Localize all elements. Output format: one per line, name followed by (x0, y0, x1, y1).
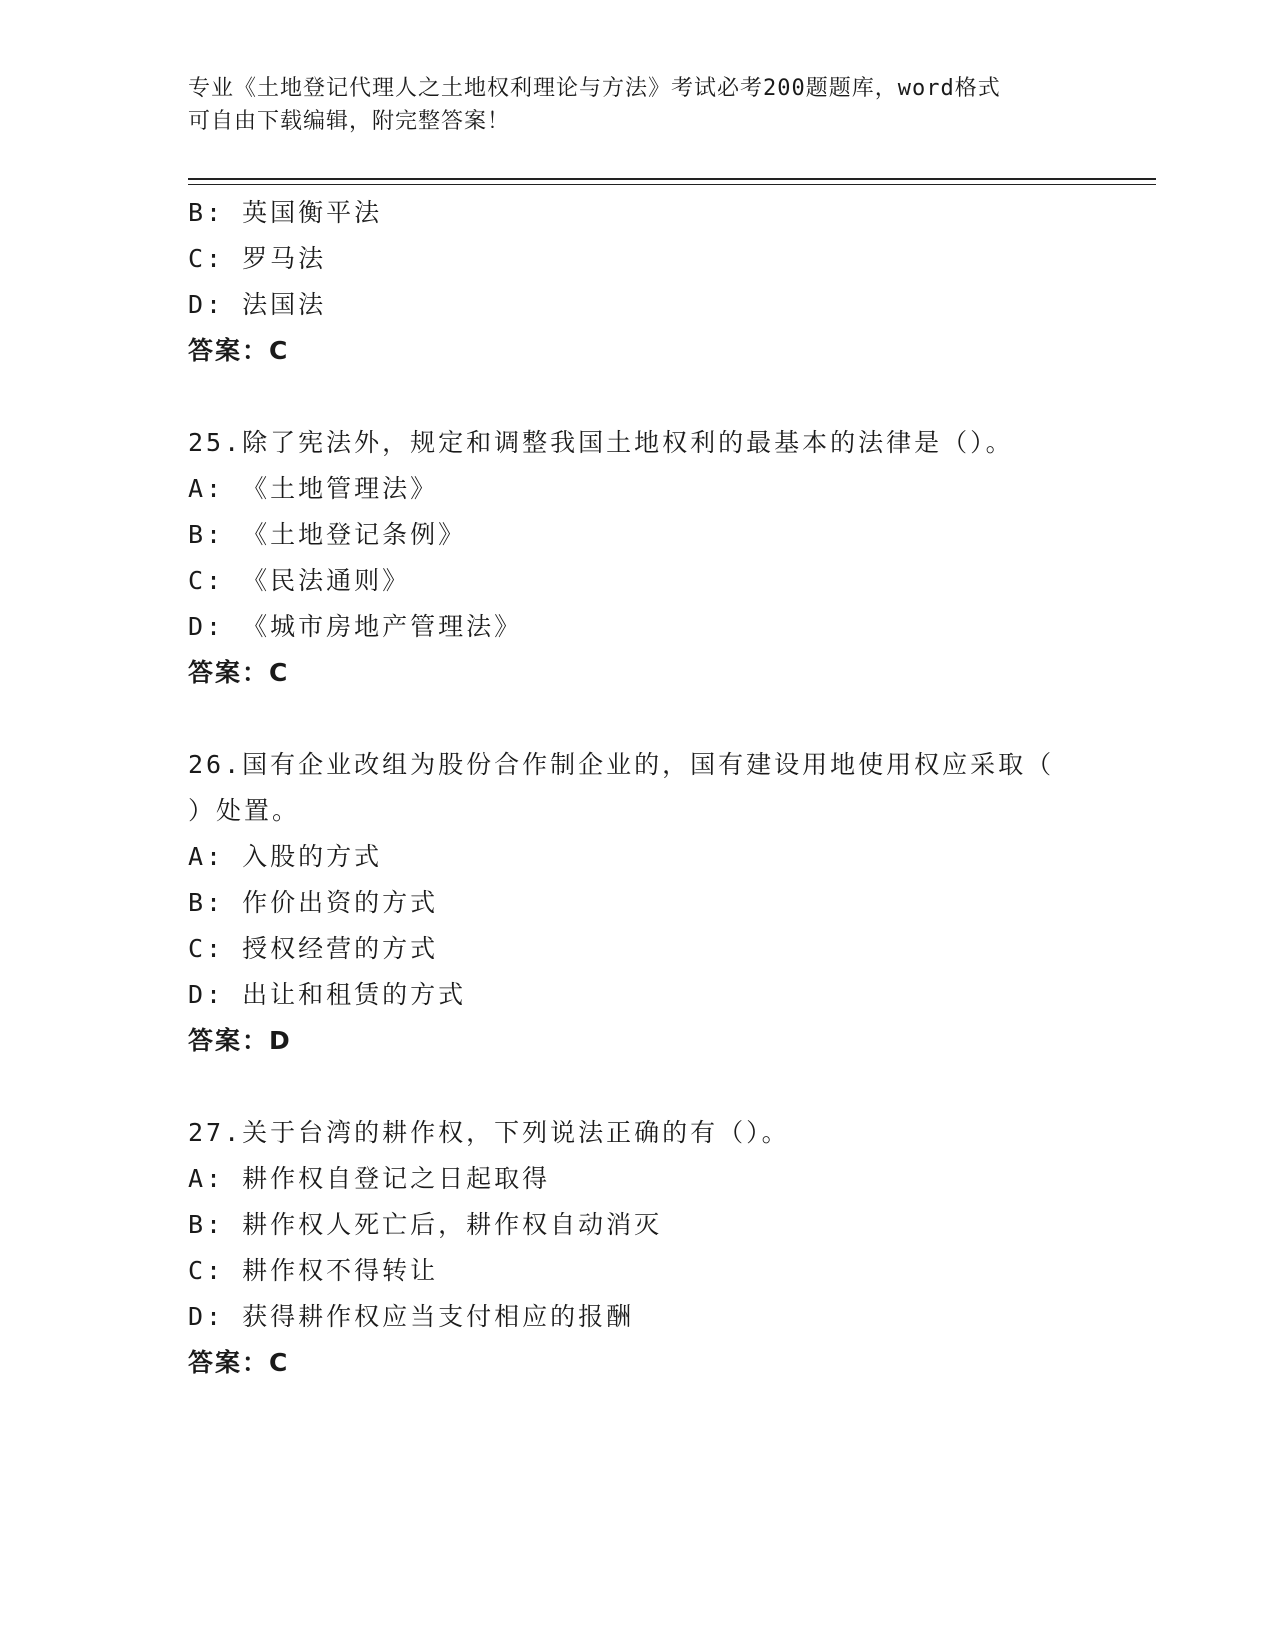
option-d: D: 法国法 (188, 290, 327, 319)
option-a: A: 耕作权自登记之日起取得 (188, 1164, 551, 1193)
question-block-27 (188, 1110, 1088, 1386)
answer: 答案：C (188, 1348, 290, 1377)
answer: 答案：C (188, 336, 290, 365)
option-c: C: 授权经营的方式 (188, 934, 439, 963)
option-d: D: 获得耕作权应当支付相应的报酬 (188, 1302, 635, 1331)
option-c: C: 《民法通则》 (188, 566, 411, 595)
question-title: 27.关于台湾的耕作权，下列说法正确的有（）。 (188, 1118, 790, 1147)
option-c: C: 罗马法 (188, 244, 327, 273)
option-d: D: 出让和租赁的方式 (188, 980, 467, 1009)
option-a: A: 入股的方式 (188, 842, 383, 871)
question-title-line-2: ）处置。 (188, 796, 301, 825)
option-b: B: 英国衡平法 (188, 198, 383, 227)
question-title: 25.除了宪法外，规定和调整我国土地权利的最基本的法律是（）。 (188, 428, 1014, 457)
question-title-line-1: 26.国有企业改组为股份合作制企业的，国有建设用地使用权应采取（ (188, 750, 1055, 779)
option-a: A: 《土地管理法》 (188, 474, 439, 503)
header-line-1: 专业《土地登记代理人之土地权利理论与方法》考试必考200题题库，word格式 (188, 76, 1001, 101)
question-block-26 (188, 742, 1088, 1064)
question-list (188, 190, 1088, 1386)
header-rule-thin (188, 184, 1156, 185)
option-b: B: 作价出资的方式 (188, 888, 439, 917)
option-d: D: 《城市房地产管理法》 (188, 612, 523, 641)
document-header (188, 72, 1068, 138)
header-rule-thick (188, 178, 1156, 180)
option-c: C: 耕作权不得转让 (188, 1256, 439, 1285)
option-b: B: 《土地登记条例》 (188, 520, 467, 549)
question-block-25 (188, 420, 1088, 696)
question-block-24 (188, 190, 1088, 374)
answer: 答案：C (188, 658, 290, 687)
option-b: B: 耕作权人死亡后，耕作权自动消灭 (188, 1210, 663, 1239)
answer: 答案：D (188, 1026, 292, 1055)
header-line-2: 可自由下载编辑，附完整答案！ (188, 109, 511, 134)
